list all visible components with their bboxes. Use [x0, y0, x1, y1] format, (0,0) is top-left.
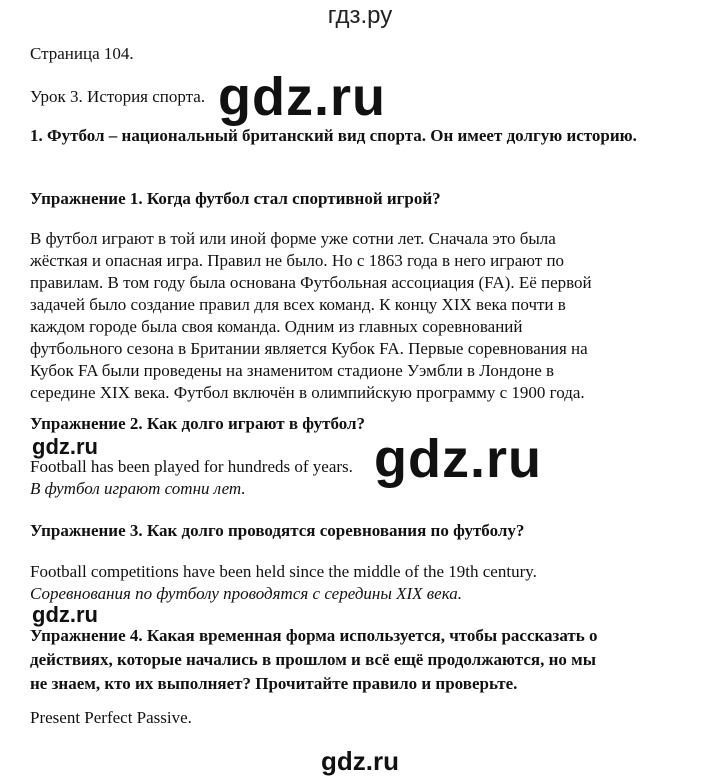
page-number: Страница 104. [30, 44, 134, 63]
exercise-1-text [30, 228, 670, 404]
exercise-3-title: Упражнение 3. Как долго проводятся соревнования по футболу? [30, 521, 525, 540]
watermark: gdz.ru [218, 67, 386, 127]
title-line: не знаем, кто их выполняет? Прочитайте правило и проверьте. [30, 674, 518, 693]
exercise-3-english: Football competitions have been held since the middle of the 19th century. [30, 562, 537, 581]
exercise-1-title: Упражнение 1. Когда футбол стал спортивной игрой? [30, 189, 441, 208]
text-line: футбольного сезона в Британии является Кубок FA. Первые соревнования на [30, 339, 588, 358]
text-line: В футбол играют в той или иной форме уже сотни лет. Сначала это была [30, 229, 556, 248]
exercise-4-title [30, 624, 598, 696]
site-header: гдз.ру [327, 2, 393, 29]
exercise-2-translation: В футбол играют сотни лет. [30, 479, 246, 498]
text-line: каждом городе была своя команда. Одним из главных соревнований [30, 317, 523, 336]
section-heading: 1. Футбол – национальный британский вид спорта. Он имеет долгую историю. [30, 126, 637, 145]
text-line: правилам. В том году была основана Футбольная ассоциация (FA). Её первой [30, 273, 592, 292]
exercise-2-english: Football has been played for hundreds of years. [30, 457, 353, 476]
title-line: действиях, которые начались в прошлом и всё ещё продолжаются, но мы [30, 650, 596, 669]
footer-watermark: gdz.ru [321, 746, 399, 776]
exercise-2-title: Упражнение 2. Как долго играют в футбол? [30, 414, 366, 433]
watermark: gdz.ru [32, 602, 98, 627]
text-line: Кубок FA были проведены на знаменитом стадионе Уэмбли в Лондоне в [30, 361, 555, 380]
text-line: жёсткая и опасная игра. Правил не было. Но с 1863 года в него играют по [30, 251, 565, 270]
exercise-4-answer: Present Perfect Passive. [30, 708, 192, 727]
watermark: gdz.ru [32, 434, 98, 459]
title-line: Упражнение 4. Какая временная форма используется, чтобы рассказать о [30, 626, 598, 645]
text-line: середине XIX века. Футбол включён в олимпийскую программу с 1900 года. [30, 383, 585, 402]
lesson-title: Урок 3. История спорта. [30, 87, 206, 106]
exercise-3-translation: Соревнования по футболу проводятся с середины XIX века. [30, 584, 462, 603]
text-line: задачей было создание правил для всех команд. К концу XIX века почти в [30, 295, 566, 314]
watermark: gdz.ru [374, 429, 542, 489]
